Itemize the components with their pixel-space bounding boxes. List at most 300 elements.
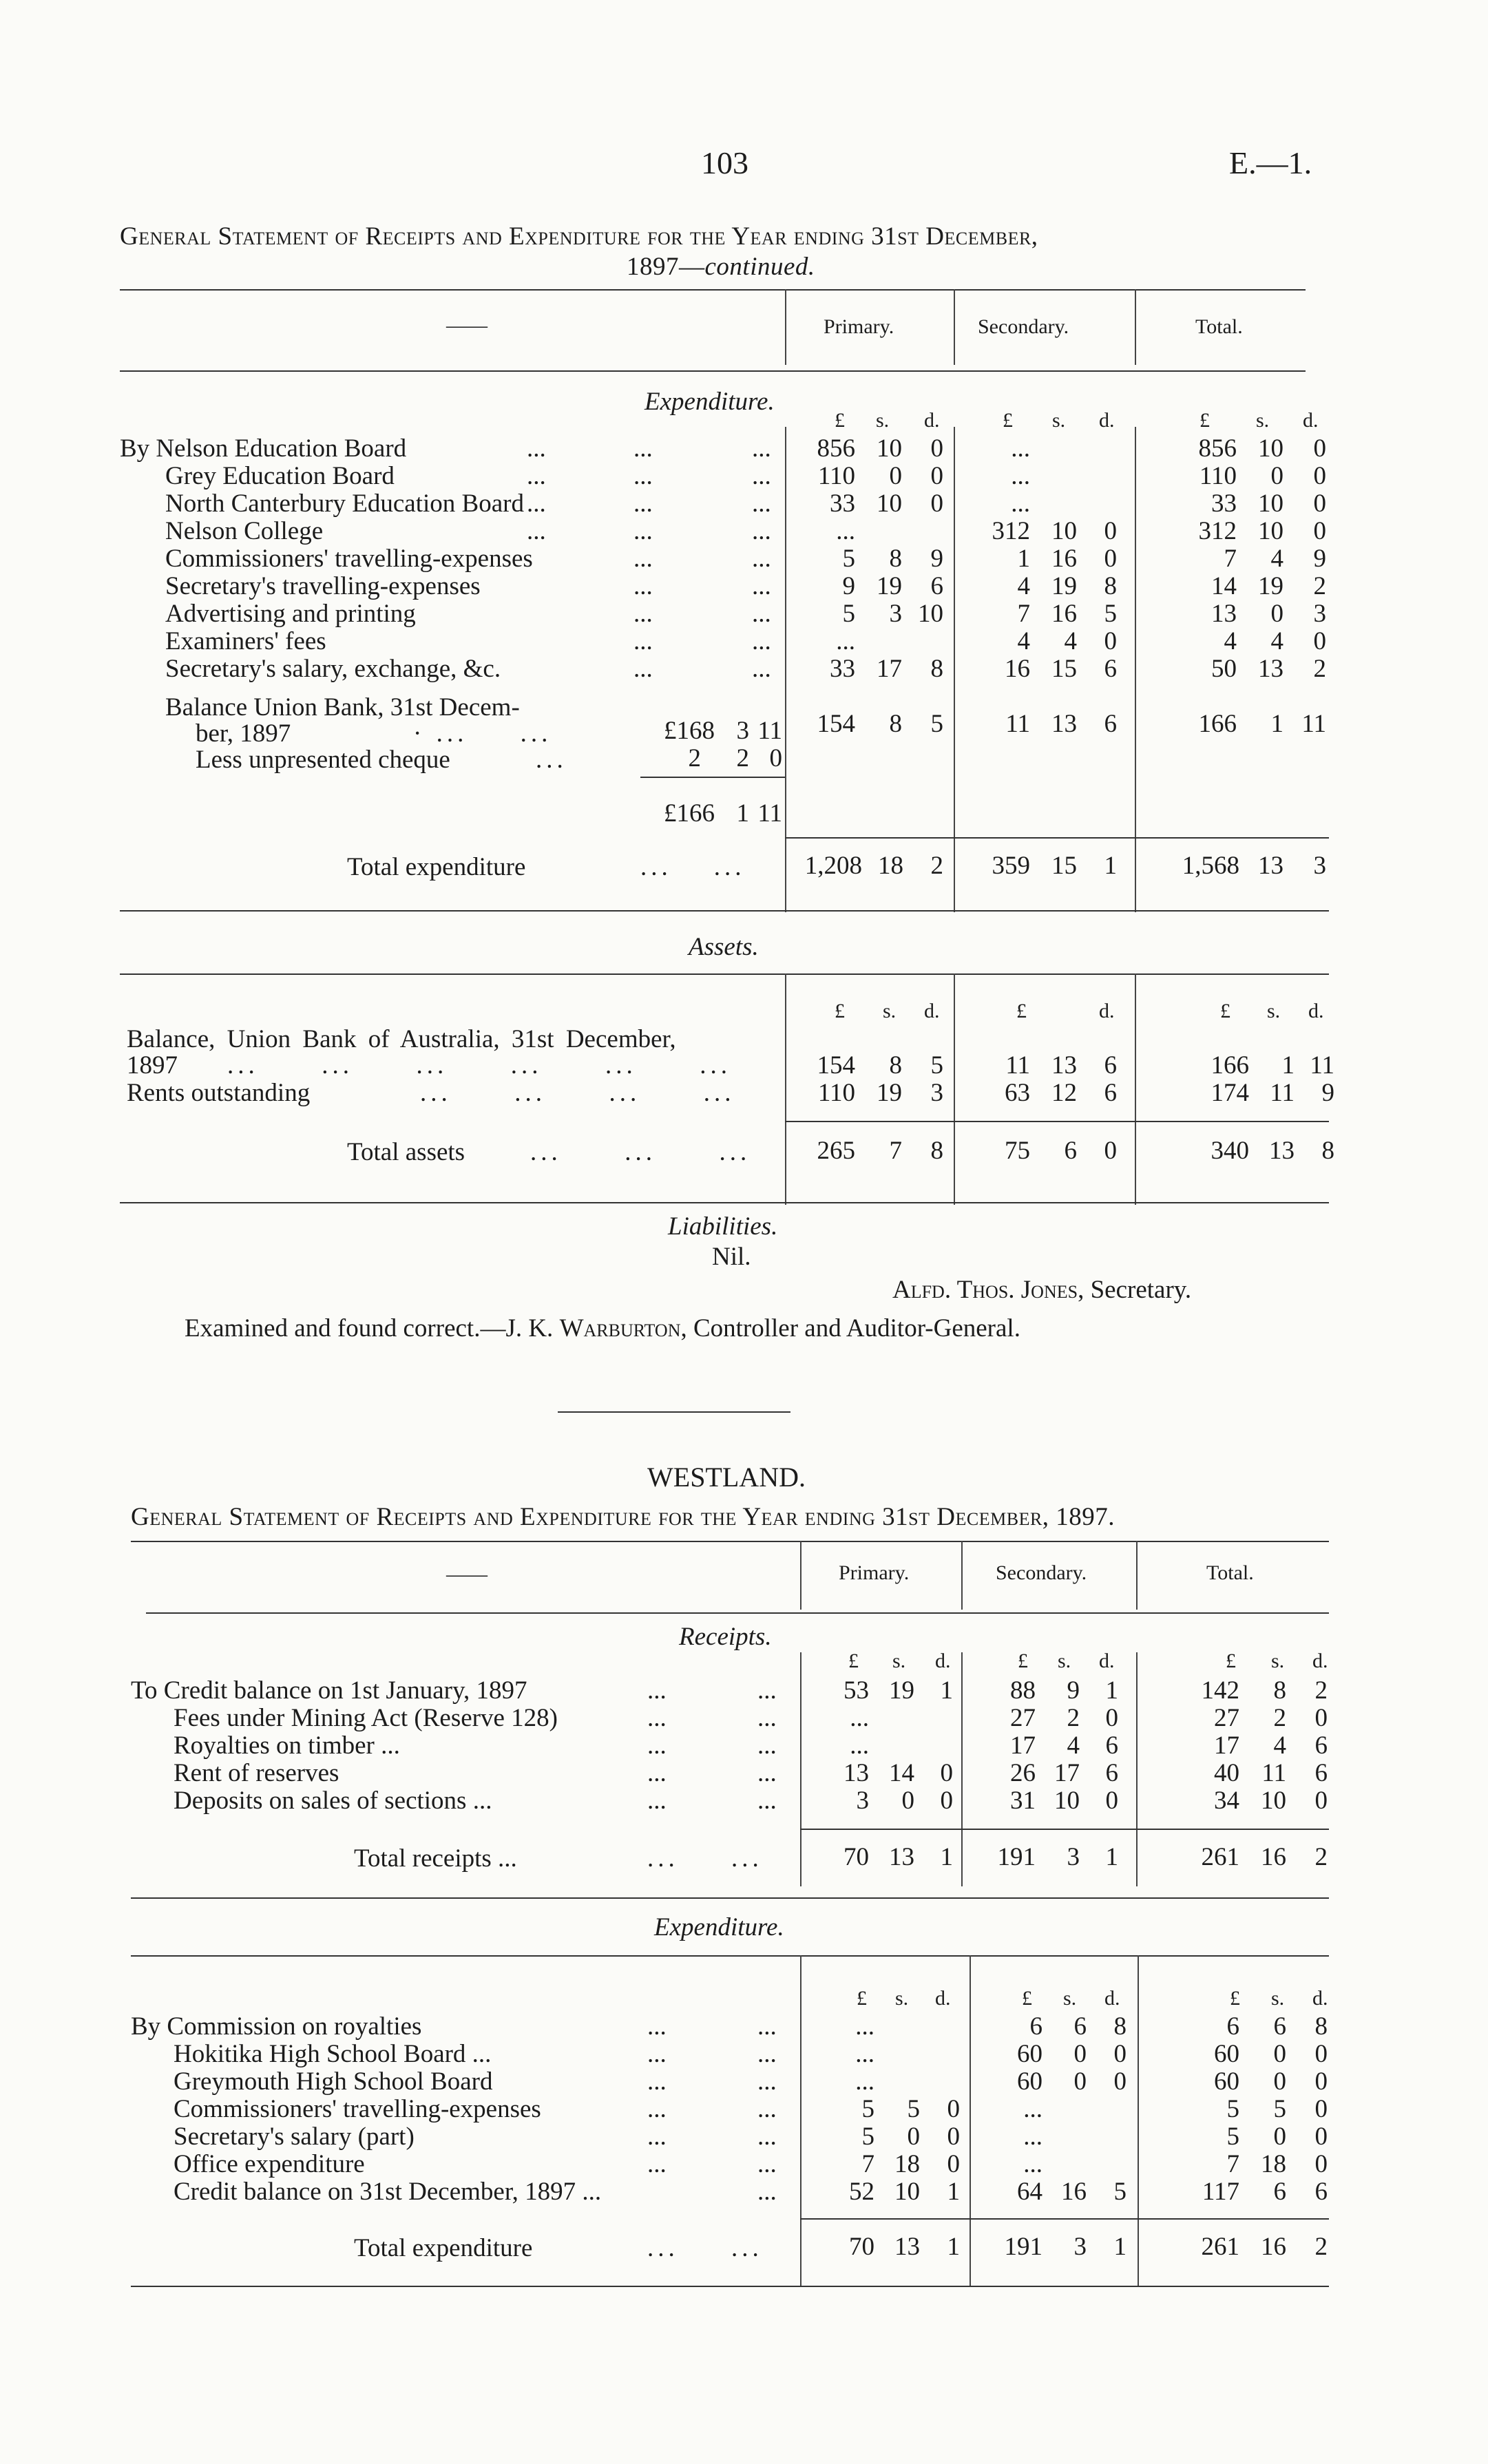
westland-exp-total-shillings: 6 <box>1273 2178 1286 2206</box>
nelson-row-total-shillings: 10 <box>1258 489 1283 518</box>
nelson-row-total-pence: 0 <box>1313 489 1326 518</box>
nelson-total-exp-label: Total expenditure <box>347 853 526 881</box>
westland-exp-total-pounds: 60 <box>1214 2067 1239 2096</box>
westland-exp-primary-pence: 0 <box>947 2123 960 2151</box>
asset-rents-total-shillings: 11 <box>1270 1079 1295 1107</box>
w-exp-secondary-d: d. <box>1104 1987 1120 2010</box>
w-rec-secondary-d: d. <box>1099 1650 1115 1672</box>
westland-receipt-label: To Credit balance on 1st January, 1897 <box>131 1676 527 1705</box>
nelson-total-exp-dots: ... ... <box>640 853 746 881</box>
westland-head-total: Total. <box>1206 1561 1254 1584</box>
westland-table-head-rule <box>146 1612 1329 1614</box>
westland-receipt-secondary-pounds: 31 <box>1010 1787 1036 1815</box>
westland-receipt-total-pence: 2 <box>1314 1676 1328 1705</box>
nelson-balance-inner3-l: £166 <box>664 799 715 828</box>
nelson-row-leader-dots: ... <box>633 434 653 463</box>
westland-receipt-primary-shillings: 14 <box>889 1759 914 1787</box>
westland-exp-total-pence: 0 <box>1314 2123 1328 2151</box>
nelson-exp-primary-d: d. <box>924 409 940 432</box>
nelson-total-assets-dots: ... ... ... <box>530 1138 751 1166</box>
nelson-total-exp-primary-pounds: 1,208 <box>804 852 862 880</box>
westland-exp-secondary-pounds: 64 <box>1017 2178 1042 2206</box>
nelson-row-label: Grey Education Board <box>165 462 395 490</box>
nelson-balance-total-pence: 11 <box>1301 710 1326 738</box>
w-rec-primary-l: £ <box>848 1650 859 1672</box>
w-rec-total-d: d. <box>1312 1650 1328 1672</box>
nelson-row-total-shillings: 10 <box>1258 517 1283 545</box>
nelson-row-primary-pence: 0 <box>930 489 943 518</box>
nelson-row-primary-pounds: ... <box>836 517 855 545</box>
asset-balance-primary-pence: 5 <box>930 1051 943 1080</box>
westland-exp-leader-dots: ... <box>647 2095 667 2123</box>
westland-total-exp-secondary-pounds: 191 <box>1004 2233 1042 2261</box>
assets-total-l: £ <box>1220 1000 1230 1022</box>
w-exp-primary-s: s. <box>895 1987 909 2010</box>
nelson-row-primary-shillings: 19 <box>877 572 902 600</box>
nelson-row-total-shillings: 0 <box>1270 600 1283 628</box>
westland-exp-primary-shillings: 10 <box>894 2178 920 2206</box>
westland-receipt-secondary-pounds: 26 <box>1010 1759 1036 1787</box>
westland-exp-total-pounds: 5 <box>1226 2123 1239 2151</box>
asset-balance-label1: Balance, Union Bank of Australia, 31st December, <box>127 1025 676 1053</box>
westland-receipt-total-pounds: 40 <box>1214 1759 1239 1787</box>
westland-receipt-secondary-pence: 0 <box>1105 1704 1118 1732</box>
nelson-balance-inner1-s: 3 <box>736 717 749 745</box>
nelson-row-leader-dots: ... <box>633 517 653 545</box>
westland-exp-leader-dots: ... <box>757 2095 777 2123</box>
nelson-row-total-pence: 9 <box>1313 545 1326 573</box>
nelson-total-assets-total-pence: 8 <box>1321 1137 1334 1165</box>
nelson-balance-primary-pence: 5 <box>930 710 943 738</box>
nelson-total-exp-secondary-pounds: 359 <box>992 852 1030 880</box>
westland-total-exp-dots: ... ... <box>647 2234 763 2262</box>
westland-exp-label: Greymouth High School Board <box>174 2067 493 2096</box>
nelson-row-total-pounds: 4 <box>1224 627 1237 655</box>
nelson-head-divider-1 <box>785 289 786 365</box>
westland-exp-label: Office expenditure <box>174 2150 365 2178</box>
nelson-balance-dots: · ... ... <box>413 719 552 748</box>
w-exp-primary-d: d. <box>935 1987 951 2010</box>
westland-exp-primary-shillings: 5 <box>907 2095 920 2123</box>
westland-exp-primary-pounds: 5 <box>861 2095 874 2123</box>
nelson-row-label: Commissioners' travelling-expenses <box>165 545 533 573</box>
westland-receipt-total-shillings: 2 <box>1273 1704 1286 1732</box>
nelson-balance-inner1-d: 11 <box>757 717 782 745</box>
nelson-row-secondary-pounds: 7 <box>1017 600 1030 628</box>
liabilities-heading: Liabilities. <box>668 1212 778 1241</box>
nelson-row-primary-pence: 10 <box>918 600 943 628</box>
nelson-row-total-pounds: 50 <box>1211 655 1237 683</box>
nelson-title-line2: 1897—continued. <box>627 253 815 281</box>
nelson-row-primary-pence: 9 <box>930 545 943 573</box>
westland-heading: WESTLAND. <box>647 1462 806 1493</box>
westland-exp-total-pence: 0 <box>1314 2067 1328 2096</box>
nelson-total-assets-secondary-shillings: 6 <box>1064 1137 1077 1165</box>
westland-exp-total-shillings: 0 <box>1273 2040 1286 2068</box>
nelson-row-total-pence: 2 <box>1313 655 1326 683</box>
nelson-row-leader-dots: ... <box>633 600 653 628</box>
nelson-exp-secondary-d: d. <box>1099 409 1115 432</box>
westland-exp-leader-dots: ... <box>647 2123 667 2151</box>
nelson-row-primary-shillings: 0 <box>889 462 902 490</box>
nelson-row-secondary-shillings: 16 <box>1051 600 1077 628</box>
westland-exp-secondary-shillings: 0 <box>1073 2067 1087 2096</box>
westland-receipt-leader-dots: ... <box>647 1787 667 1815</box>
westland-exp-total-pounds: 117 <box>1202 2178 1239 2206</box>
westland-exp-primary-pounds: 5 <box>861 2123 874 2151</box>
westland-receipt-primary-shillings: 0 <box>901 1787 914 1815</box>
westland-exp-secondary-pence: 8 <box>1113 2012 1127 2041</box>
westland-exp-total-pounds: 5 <box>1226 2095 1239 2123</box>
nelson-row-leader-dots: ... <box>633 462 653 490</box>
nelson-exp-secondary-s: s. <box>1052 409 1066 432</box>
westland-exp-label: Commissioners' travelling-expenses <box>174 2095 541 2123</box>
nelson-row-total-pence: 2 <box>1313 572 1326 600</box>
nelson-row-leader-dots: ... <box>633 489 653 518</box>
westland-rec-divider-2 <box>961 1652 963 1886</box>
nelson-total-exp-rule <box>785 837 1329 839</box>
nelson-balance-label1: Balance Union Bank, 31st Decem- <box>165 693 520 722</box>
asset-balance-secondary-shillings: 13 <box>1051 1051 1077 1080</box>
asset-balance-label2: 1897 <box>127 1051 178 1080</box>
nelson-row-leader-dots: ... <box>752 462 771 490</box>
westland-receipt-primary-pounds: 3 <box>856 1787 869 1815</box>
westland-total-receipts-secondary-pence: 1 <box>1105 1843 1118 1871</box>
westland-receipt-secondary-pence: 6 <box>1105 1759 1118 1787</box>
westland-exp-leader-dots: ... <box>757 2067 777 2096</box>
westland-exp-total-pounds: 60 <box>1214 2040 1239 2068</box>
nelson-balance-primary-pounds: 154 <box>817 710 855 738</box>
westland-exp-secondary-pence: 0 <box>1113 2067 1127 2096</box>
westland-exp-secondary-pence: 0 <box>1113 2040 1127 2068</box>
westland-receipt-label: Royalties on timber ... <box>174 1731 400 1760</box>
westland-exp-leader-dots: ... <box>757 2012 777 2041</box>
nelson-row-secondary-shillings: 15 <box>1051 655 1077 683</box>
w-rec-total-l: £ <box>1226 1650 1236 1672</box>
nelson-head-secondary: Secondary. <box>978 315 1069 338</box>
nelson-exp-total-l: £ <box>1199 409 1210 432</box>
nelson-assets-divider-1 <box>785 973 786 1205</box>
westland-exp-leader-dots: ... <box>647 2067 667 2096</box>
westland-exp-primary-pounds: ... <box>855 2012 874 2041</box>
nelson-row-secondary-pence: 0 <box>1104 627 1117 655</box>
nelson-row-total-pounds: 110 <box>1199 462 1237 490</box>
westland-receipt-primary-pence: 0 <box>940 1759 953 1787</box>
nelson-row-leader-dots: ... <box>633 572 653 600</box>
westland-exp-secondary-pounds: 60 <box>1017 2067 1042 2096</box>
westland-receipt-label: Rent of reserves <box>174 1759 339 1787</box>
nelson-row-total-shillings: 4 <box>1270 627 1283 655</box>
nelson-title-line1: General Statement of Receipts and Expenditure for the Year ending 31st December, <box>120 222 1038 251</box>
westland-exp-total-shillings: 6 <box>1273 2012 1286 2041</box>
nelson-row-primary-pence: 0 <box>930 434 943 463</box>
nelson-row-secondary-pounds: 4 <box>1017 572 1030 600</box>
nelson-exp-secondary-l: £ <box>1003 409 1013 432</box>
westland-exp-divider-1 <box>800 1955 801 2286</box>
nelson-less-label: Less unpresented cheque <box>196 746 450 774</box>
westland-exp-primary-pence: 1 <box>947 2178 960 2206</box>
asset-rents-primary-shillings: 19 <box>877 1079 902 1107</box>
nelson-head-total: Total. <box>1195 315 1243 338</box>
westland-exp-divider-2 <box>970 1955 971 2286</box>
westland-exp-primary-pounds: 52 <box>849 2178 874 2206</box>
westland-receipt-primary-shillings: 19 <box>889 1676 914 1705</box>
westland-exp-total-pence: 0 <box>1314 2040 1328 2068</box>
nelson-balance-inner3-s: 1 <box>736 799 749 828</box>
nelson-exp-bottom-rule <box>120 910 1329 912</box>
westland-total-exp-primary-shillings: 13 <box>894 2233 920 2261</box>
westland-receipt-total-pence: 0 <box>1314 1787 1328 1815</box>
nelson-total-exp-total-shillings: 13 <box>1258 852 1283 880</box>
nelson-row-leader-dots: ... <box>527 462 546 490</box>
westland-receipt-primary-pounds: 53 <box>843 1676 869 1705</box>
nelson-row-primary-pence: 0 <box>930 462 943 490</box>
nelson-row-primary-pounds: 9 <box>842 572 855 600</box>
westland-head-divider-3 <box>1136 1541 1138 1610</box>
nelson-row-leader-dots: ... <box>527 434 546 463</box>
westland-receipt-secondary-shillings: 9 <box>1067 1676 1080 1705</box>
nelson-row-primary-pounds: 5 <box>842 600 855 628</box>
westland-total-exp-secondary-pence: 1 <box>1113 2233 1127 2261</box>
nelson-row-label: Secretary's salary, exchange, &c. <box>165 655 501 683</box>
westland-total-exp-primary-pence: 1 <box>947 2233 960 2261</box>
nelson-row-secondary-pence: 8 <box>1104 572 1117 600</box>
nelson-row-primary-shillings: 17 <box>877 655 902 683</box>
westland-exp-leader-dots: ... <box>647 2150 667 2178</box>
westland-exp-secondary-shillings: 6 <box>1073 2012 1087 2041</box>
asset-rents-total-pence: 9 <box>1321 1079 1334 1107</box>
nelson-row-leader-dots: ... <box>752 545 771 573</box>
assets-secondary-l: £ <box>1016 1000 1027 1022</box>
westland-head-divider-1 <box>800 1541 801 1610</box>
nelson-row-total-pounds: 7 <box>1224 545 1237 573</box>
westland-receipt-total-pounds: 142 <box>1201 1676 1239 1705</box>
westland-head-divider-2 <box>961 1541 963 1610</box>
asset-rents-dots: ... ... ... ... <box>420 1079 735 1107</box>
westland-receipt-secondary-shillings: 17 <box>1054 1759 1080 1787</box>
westland-total-receipts-secondary-shillings: 3 <box>1067 1843 1080 1871</box>
westland-receipt-label: Fees under Mining Act (Reserve 128) <box>174 1704 558 1732</box>
nelson-total-assets-total-shillings: 13 <box>1269 1137 1295 1165</box>
westland-total-exp-total-shillings: 16 <box>1261 2233 1286 2261</box>
westland-exp-label: By Commission on royalties <box>131 2012 422 2041</box>
nelson-row-secondary-pence: 6 <box>1104 655 1117 683</box>
nelson-row-leader-dots: ... <box>633 627 653 655</box>
w-exp-total-l: £ <box>1230 1987 1240 2010</box>
nelson-exp-total-s: s. <box>1256 409 1270 432</box>
nelson-expenditure-heading: Expenditure. <box>645 388 775 416</box>
nelson-row-primary-pounds: 856 <box>817 434 855 463</box>
asset-balance-total-pence: 11 <box>1310 1051 1334 1080</box>
nelson-balance-inner1-l: £168 <box>664 717 715 745</box>
w-exp-secondary-l: £ <box>1022 1987 1032 2010</box>
westland-bottom-rule <box>131 2286 1329 2287</box>
westland-head-dash: —— <box>446 1563 488 1586</box>
nelson-row-leader-dots: ... <box>752 434 771 463</box>
section-divider <box>558 1411 790 1413</box>
nelson-row-total-pounds: 856 <box>1198 434 1237 463</box>
nelson-total-exp-secondary-shillings: 15 <box>1051 852 1077 880</box>
nelson-row-total-pence: 0 <box>1313 627 1326 655</box>
westland-receipt-total-pence: 6 <box>1314 1759 1328 1787</box>
westland-receipt-leader-dots: ... <box>757 1731 777 1760</box>
westland-receipt-primary-pounds: ... <box>850 1704 869 1732</box>
nelson-table-top-rule <box>120 289 1306 291</box>
westland-receipt-secondary-pounds: 17 <box>1010 1731 1036 1760</box>
westland-receipt-total-shillings: 4 <box>1273 1731 1286 1760</box>
westland-receipt-secondary-shillings: 10 <box>1054 1787 1080 1815</box>
nelson-row-primary-shillings: 10 <box>877 489 902 518</box>
nelson-balance-subtotal-rule <box>640 777 785 778</box>
nelson-row-leader-dots: ... <box>752 489 771 518</box>
westland-rec-divider-3 <box>1136 1652 1138 1886</box>
asset-balance-total-pounds: 166 <box>1211 1051 1249 1080</box>
westland-exp-total-pence: 8 <box>1314 2012 1328 2041</box>
nelson-row-leader-dots: ... <box>527 517 546 545</box>
asset-rents-secondary-pounds: 63 <box>1005 1079 1030 1107</box>
nelson-balance-inner2-d: 0 <box>769 744 782 772</box>
westland-exp-divider-3 <box>1138 1955 1139 2286</box>
westland-total-receipts-primary-pounds: 70 <box>843 1843 869 1871</box>
westland-receipt-primary-pence: 0 <box>940 1787 953 1815</box>
nelson-total-assets-secondary-pence: 0 <box>1104 1137 1117 1165</box>
nelson-row-leader-dots: ... <box>752 600 771 628</box>
nelson-row-secondary-pounds: 16 <box>1005 655 1030 683</box>
nelson-row-secondary-pence: 0 <box>1104 545 1117 573</box>
nelson-balance-label2: ber, 1897 <box>196 719 291 748</box>
westland-receipt-total-shillings: 11 <box>1261 1759 1286 1787</box>
westland-receipt-total-pounds: 27 <box>1214 1704 1239 1732</box>
nelson-exp-total-d: d. <box>1303 409 1319 432</box>
nelson-total-exp-total-pounds: 1,568 <box>1182 852 1239 880</box>
westland-receipts-heading: Receipts. <box>679 1623 772 1651</box>
westland-exp-primary-pounds: ... <box>855 2067 874 2096</box>
nelson-row-secondary-pounds: ... <box>1011 462 1030 490</box>
asset-balance-primary-shillings: 8 <box>889 1051 902 1080</box>
westland-receipt-total-shillings: 10 <box>1261 1787 1286 1815</box>
nelson-row-primary-pounds: 5 <box>842 545 855 573</box>
westland-total-exp-total-pence: 2 <box>1314 2233 1328 2261</box>
westland-total-exp-total-pounds: 261 <box>1201 2233 1239 2261</box>
westland-exp-secondary-pounds: ... <box>1023 2150 1042 2178</box>
nelson-total-exp-primary-shillings: 18 <box>878 852 903 880</box>
asset-rents-secondary-pence: 6 <box>1104 1079 1117 1107</box>
asset-rents-label: Rents outstanding <box>127 1079 311 1107</box>
westland-receipt-leader-dots: ... <box>647 1759 667 1787</box>
westland-receipt-secondary-pounds: 88 <box>1010 1676 1036 1705</box>
nelson-total-exp-primary-pence: 2 <box>930 852 943 880</box>
w-rec-primary-s: s. <box>892 1650 906 1672</box>
westland-exp-total-shillings: 18 <box>1261 2150 1286 2178</box>
westland-exp-label: Hokitika High School Board ... <box>174 2040 492 2068</box>
asset-balance-primary-pounds: 154 <box>817 1051 855 1080</box>
westland-exp-primary-pounds: ... <box>855 2040 874 2068</box>
westland-rec-divider-1 <box>800 1652 801 1886</box>
w-rec-secondary-s: s. <box>1058 1650 1071 1672</box>
nelson-balance-secondary-pence: 6 <box>1104 710 1117 738</box>
nelson-row-total-pounds: 33 <box>1211 489 1237 518</box>
westland-exp-secondary-pounds: ... <box>1023 2095 1042 2123</box>
liabilities-value: Nil. <box>712 1243 751 1271</box>
nelson-row-leader-dots: ... <box>752 517 771 545</box>
assets-primary-l: £ <box>835 1000 845 1022</box>
nelson-row-leader-dots: ... <box>752 655 771 683</box>
nelson-balance-total-pounds: 166 <box>1198 710 1237 738</box>
nelson-total-assets-secondary-pounds: 75 <box>1005 1137 1030 1165</box>
nelson-row-total-pounds: 14 <box>1211 572 1237 600</box>
westland-receipt-primary-pence: 1 <box>940 1676 953 1705</box>
nelson-balance-inner3-d: 11 <box>757 799 782 828</box>
nelson-total-exp-secondary-pence: 1 <box>1104 852 1117 880</box>
nelson-row-secondary-pounds: 312 <box>992 517 1030 545</box>
nelson-row-primary-pence: 6 <box>930 572 943 600</box>
assets-secondary-d: d. <box>1099 1000 1115 1022</box>
nelson-row-leader-dots: ... <box>752 572 771 600</box>
westland-title: General Statement of Receipts and Expenditure for the Year ending 31st December, 1897. <box>131 1503 1115 1531</box>
assets-primary-d: d. <box>924 1000 940 1022</box>
w-exp-secondary-s: s. <box>1063 1987 1077 2010</box>
westland-receipt-total-shillings: 8 <box>1273 1676 1286 1705</box>
nelson-row-primary-shillings: 10 <box>877 434 902 463</box>
nelson-less-dots: ... <box>536 746 567 774</box>
westland-exp-secondary-pounds: 6 <box>1029 2012 1042 2041</box>
westland-receipt-leader-dots: ... <box>647 1731 667 1760</box>
westland-receipt-secondary-pence: 6 <box>1105 1731 1118 1760</box>
westland-total-exp-rule <box>800 2218 1329 2220</box>
assets-primary-s: s. <box>883 1000 897 1022</box>
westland-receipt-total-pence: 6 <box>1314 1731 1328 1760</box>
westland-receipt-total-pence: 0 <box>1314 1704 1328 1732</box>
asset-rents-total-pounds: 174 <box>1211 1079 1249 1107</box>
westland-total-receipts-label: Total receipts ... <box>354 1844 517 1873</box>
nelson-row-primary-pounds: 33 <box>830 489 855 518</box>
nelson-assets-divider-3 <box>1135 973 1136 1205</box>
westland-table-top-rule <box>131 1541 1329 1542</box>
asset-balance-dots: ... ... ... ... ... ... <box>227 1051 731 1080</box>
westland-receipts-bottom-rule <box>131 1897 1329 1899</box>
nelson-row-leader-dots: ... <box>752 627 771 655</box>
westland-exp-top-rule <box>131 1955 1329 1957</box>
nelson-row-label: Examiners' fees <box>165 627 326 655</box>
westland-receipt-secondary-pounds: 27 <box>1010 1704 1036 1732</box>
westland-exp-leader-dots: ... <box>647 2040 667 2068</box>
signature: Alfd. Thos. Jones, Secretary. <box>892 1276 1192 1304</box>
westland-exp-label: Secretary's salary (part) <box>174 2123 415 2151</box>
document-reference: E.—1. <box>1229 145 1312 180</box>
nelson-row-secondary-shillings: 19 <box>1051 572 1077 600</box>
nelson-row-total-shillings: 10 <box>1258 434 1283 463</box>
nelson-row-leader-dots: ... <box>633 655 653 683</box>
nelson-col-divider-1 <box>785 427 786 912</box>
nelson-head-divider-3 <box>1135 289 1136 365</box>
nelson-row-secondary-pence: 5 <box>1104 600 1117 628</box>
westland-receipt-label: Deposits on sales of sections ... <box>174 1787 492 1815</box>
nelson-table-head-rule <box>120 370 1306 372</box>
nelson-total-assets-primary-pounds: 265 <box>817 1137 855 1165</box>
examined-statement: Examined and found correct.—J. K. Warburton, Controller and Auditor-General. <box>185 1314 1020 1342</box>
westland-exp-total-pence: 6 <box>1314 2178 1328 2206</box>
nelson-row-leader-dots: ... <box>527 489 546 518</box>
westland-exp-primary-shillings: 0 <box>907 2123 920 2151</box>
westland-total-receipts-total-shillings: 16 <box>1261 1843 1286 1871</box>
nelson-total-assets-rule <box>785 1121 1329 1122</box>
westland-total-receipts-primary-pence: 1 <box>940 1843 953 1871</box>
nelson-row-total-pence: 0 <box>1313 462 1326 490</box>
nelson-row-secondary-pounds: ... <box>1011 434 1030 463</box>
nelson-row-secondary-pounds: 1 <box>1017 545 1030 573</box>
westland-exp-secondary-shillings: 0 <box>1073 2040 1087 2068</box>
westland-receipt-secondary-shillings: 2 <box>1067 1704 1080 1732</box>
